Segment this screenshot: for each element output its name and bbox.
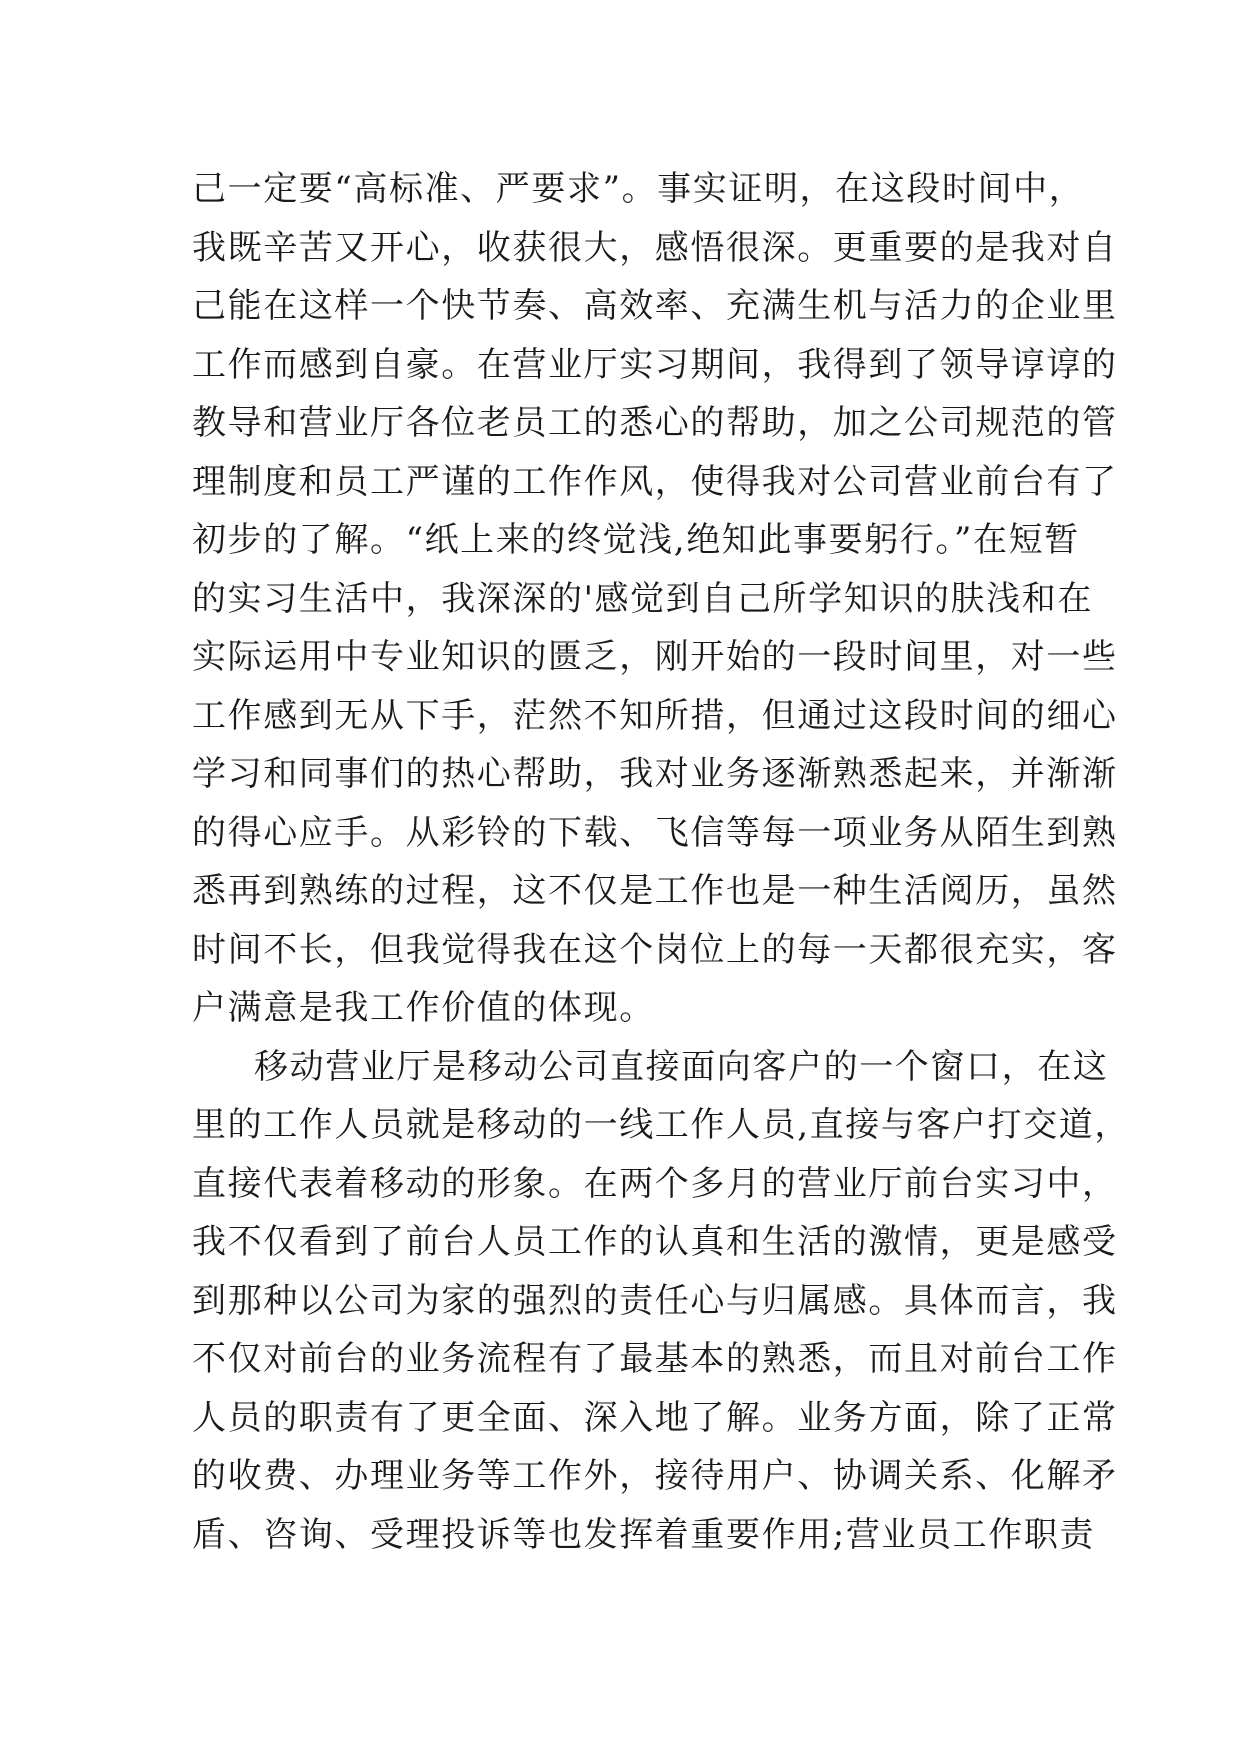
text-line: 不仅对前台的业务流程有了最基本的熟悉，而且对前台工作 (192, 1339, 1118, 1379)
text-line: 里的工作人员就是移动的一线工作人员,直接与客户打交道， (192, 1105, 1131, 1145)
paragraph-first-line: 移动营业厅是移动公司直接面向客户的一个窗口，在这 (254, 1046, 1109, 1087)
text-line: 教导和营业厅各位老员工的悉心的帮助，加之公司规范的管 (192, 403, 1118, 443)
text-line: 的实习生活中，我深深的'感觉到自己所学知识的肤浅和在 (192, 578, 1093, 619)
text-line: 己能在这样一个快节奏、高效率、充满生机与活力的企业里 (192, 286, 1118, 326)
text-line: 户满意是我工作价值的体现。 (192, 988, 655, 1028)
document-body (192, 160, 1131, 1564)
text-line: 直接代表着移动的形象。在两个多月的营业厅前台实习中， (192, 1163, 1118, 1204)
text-line: 的收费、办理业务等工作外，接待用户、协调关系、化解矛 (192, 1456, 1118, 1496)
text-line: 理制度和员工严谨的工作作风，使得我对公司营业前台有了 (192, 461, 1118, 502)
text-line: 实际运用中专业知识的匮乏，刚开始的一段时间里，对一些 (192, 637, 1118, 677)
text-line: 工作感到无从下手，茫然不知所措，但通过这段时间的细心 (192, 695, 1118, 736)
text-line: 到那种以公司为家的强烈的责任心与归属感。具体而言，我 (192, 1280, 1118, 1321)
text-line: 盾、咨询、受理投诉等也发挥着重要作用;营业员工作职责 (192, 1514, 1096, 1555)
text-line: 初步的了解。“纸上来的终觉浅,绝知此事要躬行。”在短暂 (192, 520, 1080, 560)
text-line: 学习和同事们的热心帮助，我对业务逐渐熟悉起来，并渐渐 (192, 754, 1118, 794)
text-line: 我既辛苦又开心，收获很大，感悟很深。更重要的是我对自 (192, 227, 1118, 268)
text-line: 己一定要“高标准、严要求”。事实证明，在这段时间中， (192, 169, 1085, 209)
text-line: 时间不长，但我觉得我在这个岗位上的每一天都很充实，客 (192, 929, 1118, 970)
text-line: 的得心应手。从彩铃的下载、飞信等每一项业务从陌生到熟 (192, 812, 1118, 853)
text-line: 人员的职责有了更全面、深入地了解。业务方面，除了正常 (192, 1397, 1118, 1438)
text-line: 工作而感到自豪。在营业厅实习期间，我得到了领导谆谆的 (192, 344, 1118, 385)
text-line: 悉再到熟练的过程，这不仅是工作也是一种生活阅历，虽然 (192, 871, 1118, 911)
text-line: 我不仅看到了前台人员工作的认真和生活的激情，更是感受 (192, 1222, 1118, 1262)
